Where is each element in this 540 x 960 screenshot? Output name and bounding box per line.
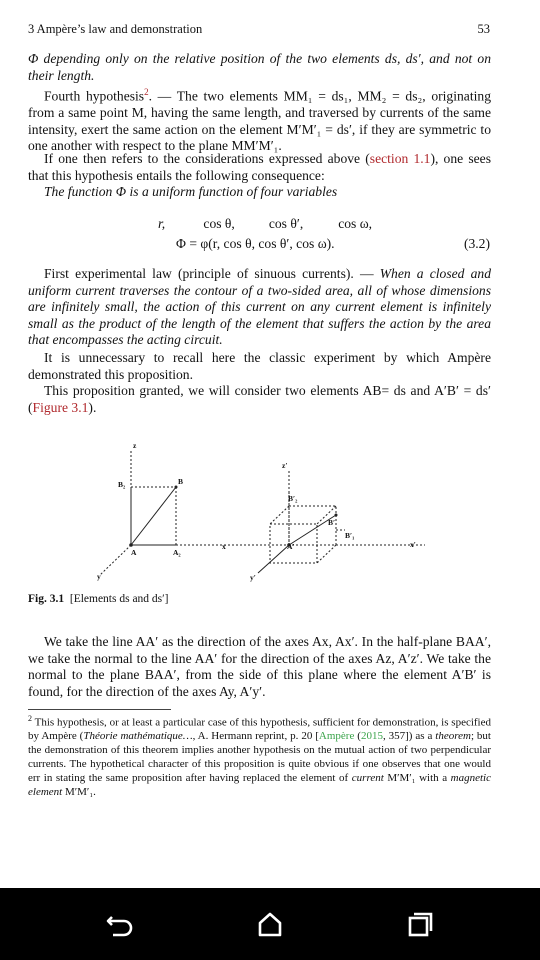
footnote-magnetic: magnetic element [28,771,491,798]
footnote-2: $^2$ This hypothesis, or at least a particular case of this hypothesis, sufficient for demonstration, is specified by Ampère (Théorie mathématique…, A. Hermann reprint, p. 20 [Ampère (2015, 357]) as a theorem; but the demonstration of this theorem implies another hypothesis on the mutual action of two perpendicular currents. The hypothetical character of this proposition is quite obvious if one observes that one would err in stating the same proposition after having replaced the element of current M′M′₁ with a magnetic element M′M′₁. [28,714,491,798]
paragraph-two-elements [28,383,491,416]
figure-caption-text: [Elements ds and ds′] [69,593,169,605]
label-x: x [222,542,226,551]
footnote-number: 2 [28,714,32,723]
android-navigation-bar [0,888,540,960]
two-elements-text-end: ). [88,399,97,415]
page-number: 53 [477,22,490,36]
figure-link[interactable]: Figure 3.1 [32,399,89,415]
figure-caption [28,593,169,605]
label-xp: x′ [410,540,416,549]
label-a2: A₂ [173,548,181,557]
label-b: B [178,477,184,486]
footnote-theorem: theorem [435,730,471,743]
citation-year-link[interactable]: 2015 [360,730,383,743]
citation-author-link[interactable]: Ampère [318,730,355,743]
paragraph-fourth-hypothesis [28,84,491,155]
equation-number: (3.2) [463,236,490,251]
footnote-text-5: M′M′₁ with a [383,771,451,784]
label-a: A [131,548,137,557]
paragraph-first-law [28,266,491,349]
equation-variables [158,216,372,232]
footnote-text-4: ; but the demonstration of this theorem implies another hypothesis on the mutual action of two perpendicular currents. The hypothetical character of this proposition is quite obvious if one observes that one would err in stating the same proposition after having replaced the element of [28,730,491,784]
axis-y-line [100,545,131,575]
eq-var-r: r, [158,216,166,231]
label-yp: y′ [250,573,256,582]
running-header [28,22,490,37]
paragraph-uniform-function: The function Φ is a uniform function of four variables [44,184,338,199]
figure-caption-label: Fig. 3.1 [28,593,65,605]
figure-3-1 [0,430,540,590]
footnote-text-1: This hypothesis, or at least a particular case of this hypothesis, sufficient for demonstration, is specified by Ampère ( [28,716,491,743]
label-b2p: B′₂ [288,494,298,503]
label-bp: B′ [328,518,336,527]
label-b1p: B′₁ [345,531,355,540]
equation-3-2: Φ = φ(r, cos θ, cos θ′, cos ω). [176,236,335,251]
footnote-current: current [351,771,384,784]
recents-button[interactable] [402,906,438,942]
edge-ap-down [258,545,289,573]
back-button[interactable] [102,906,138,942]
label-zp: z′ [282,461,288,470]
paragraph-classic-experiment: It is unnecessary to recall here the classic experiment by which Ampère demonstrated this proposition. [28,350,491,382]
footnote-rule [28,709,171,710]
footnote-work-title: Théorie mathématique… [83,730,193,743]
element-ab [131,487,176,545]
eq-var-cos-theta-prime: cos θ′, [268,216,304,231]
label-b2: B₂ [118,480,126,489]
label-z: z [133,441,137,450]
law-statement: When a closed and uniform current traverses the contour of a two-sided area, all of whose dimensions are infinitely small, the action of this current on any current element is infinitely small as the product of the length of the element that suffers the action by the area that encompasses the acting circuit. [28,266,492,347]
section-link[interactable]: section 1.1 [369,151,431,166]
two-elements-text: This proposition granted, we will consider two elements AB= ds and A′B′ = ds′ ( [28,383,491,415]
footnote-text-3: , 357]) as a [382,730,436,743]
footnote-ref[interactable]: 2 [144,87,149,97]
consequence-text: If one then refers to the considerations expressed above ( [44,151,370,166]
cube-edge-3 [317,545,336,563]
paragraph-axes: We take the line AA′ as the direction of the axes Ax, Ax′. In the half-plane BAA′, we take the normal to the line AA′ for the direction of the axes Az, A′z′. We take the normal to the plane BAA′, from the side of this plane where the element A′B′ is found, for the direction of the axes Ay, A′y′. [28,634,491,699]
recents-icon [402,906,438,942]
footnote-text-2: , A. Hermann reprint, p. 20 [ [192,730,319,743]
cube-edge-1 [270,506,289,524]
eq-var-cos-omega: cos ω, [338,216,373,231]
hypothesis-body: . — The two elements MM₁ = ds₁, MM₂ = ds₂, originating from a same point M, having the same length, and traversed by currents of the same intensity, exert the same action on the element M′M′₁ = ds′, if they are symmetric to one another with respect to the plane MM′M′₁. [28,88,491,154]
eq-var-cos-theta: cos θ, [203,216,235,231]
law-title: First experimental law (principle of sinuous currents). — [44,266,380,281]
chapter-title: 3 Ampère’s law and demonstration [28,22,203,36]
paragraph-hypothesis-end: Φ depending only on the relative position of the two elements ds, ds′, and not on their length. [28,51,491,83]
point-bp [335,514,338,517]
home-icon [252,906,288,942]
home-button[interactable] [252,906,288,942]
paragraph-consequence [28,151,491,184]
hypothesis-title: Fourth hypothesis [44,88,145,104]
back-icon [102,906,138,942]
consequence-text-end: ), one sees that this hypothesis entails the following consequence: [28,151,491,183]
label-ap: A′ [287,542,295,551]
point-a [129,543,133,547]
label-y: y [97,572,101,581]
footnote-text-6: M′M′₁. [62,785,96,798]
